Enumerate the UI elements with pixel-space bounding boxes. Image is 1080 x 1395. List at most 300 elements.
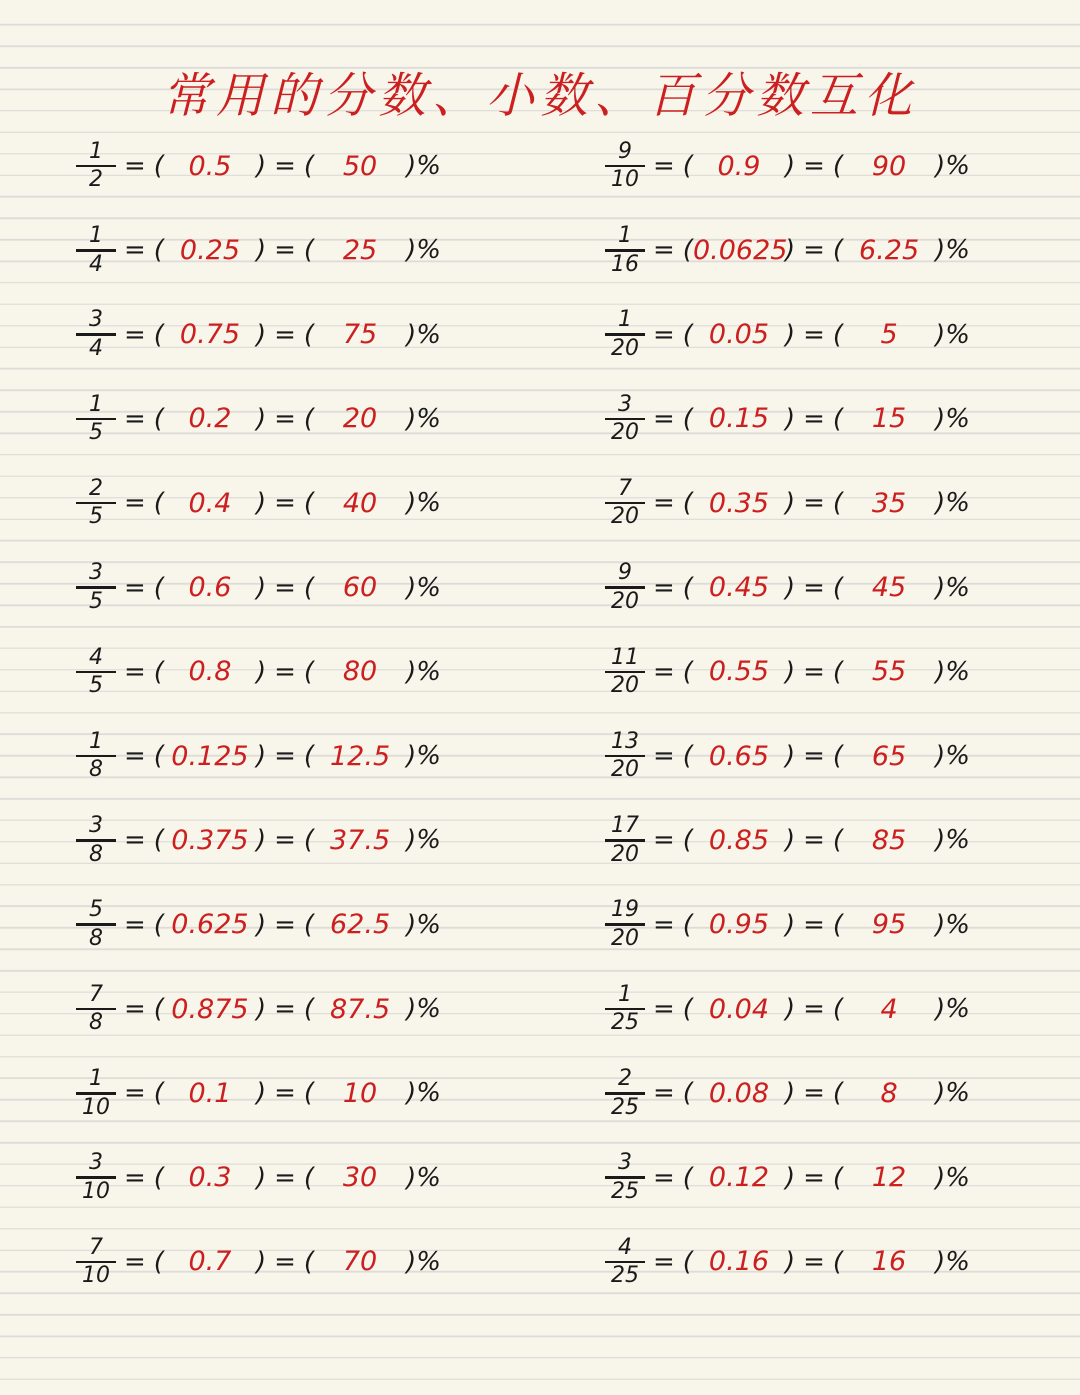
open-paren: ( (303, 1078, 315, 1109)
equals-sign: = (124, 488, 146, 519)
close-paren: ) (784, 1162, 796, 1193)
open-paren: ( (682, 909, 693, 940)
fraction-numerator: 3 (618, 391, 632, 417)
fraction (605, 981, 645, 1036)
equals-sign: = (653, 909, 675, 940)
fraction-denominator: 20 (611, 673, 639, 699)
fraction-denominator: 4 (89, 251, 103, 277)
percent-answer: 5 (880, 319, 898, 351)
close-paren: ) (784, 235, 796, 266)
equals-sign: = (653, 235, 675, 266)
percent-answer: 12.5 (330, 740, 391, 772)
open-paren: ( (832, 403, 844, 434)
percent-answer: 90 (871, 150, 907, 182)
fraction-numerator: 7 (89, 1234, 103, 1260)
close-paren: ) (255, 572, 267, 603)
conversion-row (605, 979, 970, 1039)
fraction (605, 1234, 645, 1289)
fraction-numerator: 1 (89, 1066, 103, 1092)
conversion-row (605, 389, 970, 449)
decimal-answer: 0.9 (717, 150, 761, 182)
open-paren: ( (682, 825, 693, 856)
fraction-denominator: 25 (611, 1263, 639, 1289)
equals-sign: = (274, 488, 296, 519)
conversion-row (76, 473, 441, 533)
open-paren: ( (153, 825, 164, 856)
close-paren: ) (406, 994, 417, 1024)
equals-sign: = (653, 1162, 675, 1193)
close-paren: ) (935, 994, 946, 1024)
percent-answer: 37.5 (330, 824, 391, 856)
equals-sign: = (124, 909, 146, 940)
close-paren: ) (784, 909, 796, 940)
close-paren: ) (784, 825, 796, 856)
fraction-denominator: 10 (82, 1263, 110, 1289)
close-paren: ) (784, 994, 796, 1024)
equals-sign: = (274, 319, 296, 350)
percent-sign: % (416, 1246, 441, 1277)
decimal-answer: 0.16 (708, 1246, 770, 1278)
conversion-row (76, 305, 441, 365)
close-paren: ) (935, 741, 946, 772)
open-paren: ( (303, 403, 315, 434)
fraction-denominator: 20 (611, 335, 639, 361)
fraction (605, 475, 645, 530)
fraction (605, 644, 645, 699)
open-paren: ( (682, 403, 693, 434)
percent-answer: 45 (871, 572, 907, 603)
conversion-row (76, 895, 441, 955)
fraction-numerator: 1 (89, 391, 103, 417)
fraction (605, 309, 645, 360)
fraction-denominator: 2 (89, 167, 103, 193)
conversion-row (76, 389, 441, 449)
decimal-answer: 0.45 (708, 572, 770, 603)
decimal-answer: 0.2 (188, 403, 232, 435)
fraction (605, 1068, 645, 1119)
decimal-answer: 0.08 (708, 1077, 770, 1109)
percent-answer: 62.5 (330, 909, 391, 941)
percent-sign: % (416, 1162, 441, 1193)
close-paren: ) (406, 151, 417, 181)
close-paren: ) (406, 656, 417, 687)
fraction-numerator: 1 (618, 223, 632, 249)
equals-sign: = (274, 1162, 296, 1193)
conversion-row (605, 726, 970, 786)
close-paren: ) (784, 319, 796, 350)
percent-answer: 35 (871, 487, 907, 519)
fraction-denominator: 20 (611, 925, 639, 951)
open-paren: ( (682, 151, 693, 181)
percent-sign: % (416, 741, 441, 772)
close-paren: ) (406, 403, 417, 434)
open-paren: ( (832, 572, 844, 603)
fraction (76, 309, 116, 360)
decimal-answer: 0.1 (188, 1077, 232, 1109)
fraction-numerator: 2 (618, 1066, 632, 1092)
decimal-answer: 0.05 (708, 319, 770, 351)
percent-sign: % (416, 319, 441, 350)
equals-sign: = (274, 656, 296, 687)
open-paren: ( (832, 235, 844, 266)
close-paren: ) (255, 151, 267, 181)
fraction-denominator: 4 (89, 335, 103, 361)
open-paren: ( (153, 235, 164, 266)
open-paren: ( (303, 488, 315, 519)
open-paren: ( (682, 1078, 693, 1109)
close-paren: ) (255, 319, 267, 350)
fraction-denominator: 10 (611, 167, 639, 193)
fraction-denominator: 20 (611, 757, 639, 783)
decimal-answer: 0.8 (188, 656, 232, 688)
close-paren: ) (784, 1078, 796, 1109)
fraction (76, 1068, 116, 1119)
conversion-row (605, 305, 970, 365)
percent-sign: % (416, 235, 441, 266)
close-paren: ) (784, 151, 796, 181)
conversion-row (605, 220, 970, 280)
close-paren: ) (406, 572, 417, 603)
open-paren: ( (832, 825, 844, 856)
close-paren: ) (935, 572, 946, 603)
percent-sign: % (416, 656, 441, 687)
close-paren: ) (784, 741, 796, 772)
open-paren: ( (303, 825, 315, 856)
equals-sign: = (274, 909, 296, 940)
close-paren: ) (784, 1246, 796, 1277)
decimal-answer: 0.4 (188, 487, 232, 519)
fraction-denominator: 25 (611, 1010, 639, 1036)
fraction-denominator: 20 (611, 588, 639, 614)
fraction-numerator: 3 (89, 307, 103, 333)
equals-sign: = (803, 488, 825, 519)
close-paren: ) (255, 1246, 267, 1277)
equals-sign: = (124, 319, 146, 350)
open-paren: ( (153, 1078, 164, 1109)
fraction-numerator: 5 (89, 897, 103, 923)
fraction-denominator: 25 (611, 1178, 639, 1204)
close-paren: ) (255, 656, 267, 687)
decimal-answer: 0.0625 (692, 234, 788, 266)
conversion-row (605, 1148, 970, 1208)
percent-sign: % (945, 403, 970, 434)
fraction-numerator: 3 (618, 1150, 632, 1176)
decimal-answer: 0.375 (171, 824, 249, 856)
percent-sign: % (945, 994, 970, 1024)
fraction (76, 644, 116, 699)
equals-sign: = (653, 403, 675, 434)
percent-answer: 50 (342, 150, 378, 182)
percent-sign: % (416, 1078, 441, 1109)
decimal-answer: 0.7 (188, 1246, 232, 1278)
open-paren: ( (303, 994, 315, 1024)
percent-answer: 12 (871, 1162, 907, 1194)
percent-sign: % (416, 994, 441, 1024)
percent-answer: 60 (342, 572, 378, 603)
fraction (605, 138, 645, 193)
close-paren: ) (406, 1162, 417, 1193)
percent-answer: 6.25 (859, 234, 920, 266)
fraction (76, 899, 116, 950)
close-paren: ) (406, 1246, 417, 1277)
percent-answer: 20 (342, 403, 378, 435)
open-paren: ( (153, 994, 164, 1024)
equals-sign: = (124, 656, 146, 687)
open-paren: ( (832, 151, 844, 181)
fraction-numerator: 1 (89, 138, 103, 164)
percent-sign: % (416, 403, 441, 434)
fraction-numerator: 11 (611, 644, 639, 670)
decimal-answer: 0.15 (708, 403, 770, 435)
equals-sign: = (274, 151, 296, 181)
equals-sign: = (803, 825, 825, 856)
fraction-numerator: 3 (89, 1150, 103, 1176)
open-paren: ( (682, 1246, 693, 1277)
decimal-answer: 0.125 (171, 740, 249, 772)
fraction (76, 138, 116, 193)
equals-sign: = (274, 994, 296, 1024)
equals-sign: = (124, 1078, 146, 1109)
equals-sign: = (803, 909, 825, 940)
fraction-denominator: 20 (611, 504, 639, 530)
percent-sign: % (945, 151, 970, 181)
percent-sign: % (945, 572, 970, 603)
decimal-answer: 0.3 (188, 1162, 232, 1194)
fraction-denominator: 8 (89, 757, 103, 783)
percent-answer: 87.5 (330, 993, 391, 1025)
fraction-numerator: 17 (611, 813, 639, 839)
conversion-row (76, 136, 441, 196)
equals-sign: = (803, 1162, 825, 1193)
open-paren: ( (303, 741, 315, 772)
decimal-answer: 0.55 (708, 656, 770, 688)
equals-sign: = (803, 319, 825, 350)
decimal-answer: 0.875 (171, 993, 249, 1025)
equals-sign: = (803, 1078, 825, 1109)
percent-answer: 95 (871, 909, 907, 941)
fraction-numerator: 4 (618, 1234, 632, 1260)
close-paren: ) (406, 488, 417, 519)
open-paren: ( (832, 488, 844, 519)
fraction (76, 475, 116, 530)
percent-sign: % (945, 319, 970, 350)
decimal-answer: 0.625 (171, 909, 249, 941)
fraction (605, 899, 645, 950)
equals-sign: = (124, 572, 146, 603)
fraction (76, 391, 116, 446)
equals-sign: = (803, 235, 825, 266)
close-paren: ) (935, 403, 946, 434)
conversion-row (76, 220, 441, 280)
conversion-row (76, 1063, 441, 1123)
open-paren: ( (153, 319, 164, 350)
fraction (605, 562, 645, 613)
fraction (76, 562, 116, 613)
fraction-numerator: 7 (89, 981, 103, 1007)
percent-sign: % (945, 741, 970, 772)
decimal-answer: 0.25 (179, 234, 241, 266)
fraction (76, 981, 116, 1036)
fraction-denominator: 5 (89, 588, 103, 614)
percent-answer: 30 (342, 1162, 378, 1194)
fraction-numerator: 9 (618, 560, 632, 586)
open-paren: ( (832, 656, 844, 687)
close-paren: ) (406, 319, 417, 350)
open-paren: ( (303, 572, 315, 603)
open-paren: ( (682, 488, 693, 519)
equals-sign: = (274, 403, 296, 434)
percent-sign: % (945, 825, 970, 856)
open-paren: ( (682, 572, 693, 603)
fraction-numerator: 7 (618, 475, 632, 501)
equals-sign: = (803, 572, 825, 603)
fraction (605, 391, 645, 446)
decimal-answer: 0.85 (708, 824, 770, 856)
close-paren: ) (255, 488, 267, 519)
close-paren: ) (406, 1078, 417, 1109)
close-paren: ) (935, 151, 946, 181)
percent-answer: 16 (871, 1246, 907, 1278)
fraction (76, 728, 116, 783)
fraction-numerator: 1 (618, 307, 632, 333)
close-paren: ) (255, 235, 267, 266)
conversion-row (76, 810, 441, 870)
fraction-numerator: 1 (89, 223, 103, 249)
close-paren: ) (406, 741, 417, 772)
fraction (76, 815, 116, 866)
conversion-row (605, 558, 970, 618)
open-paren: ( (832, 994, 844, 1024)
fraction (605, 728, 645, 783)
close-paren: ) (935, 319, 946, 350)
equals-sign: = (274, 572, 296, 603)
close-paren: ) (935, 488, 946, 519)
fraction-denominator: 10 (82, 1178, 110, 1204)
percent-sign: % (945, 235, 970, 266)
open-paren: ( (682, 656, 693, 687)
decimal-answer: 0.5 (188, 150, 232, 182)
open-paren: ( (153, 572, 164, 603)
close-paren: ) (255, 1162, 267, 1193)
page-title: 常用的分数、小数、百分数互化 (161, 68, 918, 124)
equals-sign: = (653, 1246, 675, 1277)
close-paren: ) (255, 825, 267, 856)
equals-sign: = (803, 1246, 825, 1277)
close-paren: ) (784, 403, 796, 434)
percent-answer: 55 (871, 656, 907, 688)
fraction-denominator: 5 (89, 504, 103, 530)
open-paren: ( (832, 1162, 844, 1193)
percent-sign: % (416, 572, 441, 603)
equals-sign: = (653, 825, 675, 856)
equals-sign: = (803, 656, 825, 687)
open-paren: ( (832, 741, 844, 772)
decimal-answer: 0.35 (708, 487, 770, 519)
conversion-row (76, 979, 441, 1039)
fraction-numerator: 1 (618, 981, 632, 1007)
fraction (76, 225, 116, 276)
equals-sign: = (803, 151, 825, 181)
close-paren: ) (406, 825, 417, 856)
fraction (605, 1152, 645, 1203)
equals-sign: = (653, 741, 675, 772)
percent-sign: % (416, 909, 441, 940)
equals-sign: = (803, 403, 825, 434)
conversion-row (76, 642, 441, 702)
close-paren: ) (935, 825, 946, 856)
open-paren: ( (682, 741, 693, 772)
open-paren: ( (303, 235, 315, 266)
percent-sign: % (416, 488, 441, 519)
conversion-row (605, 1063, 970, 1123)
close-paren: ) (255, 403, 267, 434)
close-paren: ) (406, 235, 417, 266)
percent-answer: 10 (342, 1077, 378, 1109)
equals-sign: = (124, 1246, 146, 1277)
close-paren: ) (255, 1078, 267, 1109)
equals-sign: = (124, 1162, 146, 1193)
decimal-answer: 0.65 (708, 740, 770, 772)
percent-sign: % (945, 1246, 970, 1277)
percent-answer: 65 (871, 740, 907, 772)
conversion-row (76, 1232, 441, 1292)
equals-sign: = (653, 1078, 675, 1109)
decimal-answer: 0.75 (179, 319, 241, 351)
equals-sign: = (124, 994, 146, 1024)
close-paren: ) (935, 656, 946, 687)
fraction (76, 1152, 116, 1203)
open-paren: ( (153, 1246, 164, 1277)
fraction-denominator: 5 (89, 673, 103, 699)
fraction-numerator: 9 (618, 138, 632, 164)
open-paren: ( (303, 1162, 315, 1193)
conversion-row (76, 1148, 441, 1208)
percent-sign: % (945, 1078, 970, 1109)
fraction-denominator: 8 (89, 1010, 103, 1036)
close-paren: ) (255, 741, 267, 772)
equals-sign: = (124, 235, 146, 266)
decimal-answer: 0.12 (708, 1162, 770, 1194)
close-paren: ) (935, 235, 946, 266)
equals-sign: = (653, 656, 675, 687)
conversion-row (605, 642, 970, 702)
equals-sign: = (653, 572, 675, 603)
open-paren: ( (153, 403, 164, 434)
conversion-row (76, 558, 441, 618)
fraction-numerator: 19 (611, 897, 639, 923)
open-paren: ( (153, 656, 164, 687)
fraction (605, 225, 645, 276)
equals-sign: = (274, 1078, 296, 1109)
percent-answer: 85 (871, 824, 907, 856)
conversion-row (605, 1232, 970, 1292)
open-paren: ( (153, 909, 164, 940)
equals-sign: = (274, 741, 296, 772)
equals-sign: = (124, 825, 146, 856)
percent-answer: 25 (342, 234, 378, 266)
equals-sign: = (124, 403, 146, 434)
fraction-numerator: 2 (89, 475, 103, 501)
fraction-denominator: 20 (611, 420, 639, 446)
equals-sign: = (274, 1246, 296, 1277)
open-paren: ( (682, 994, 693, 1024)
fraction-numerator: 3 (89, 560, 103, 586)
fraction-denominator: 16 (611, 251, 639, 277)
open-paren: ( (832, 319, 844, 350)
conversion-row (605, 810, 970, 870)
equals-sign: = (653, 151, 675, 181)
open-paren: ( (303, 656, 315, 687)
